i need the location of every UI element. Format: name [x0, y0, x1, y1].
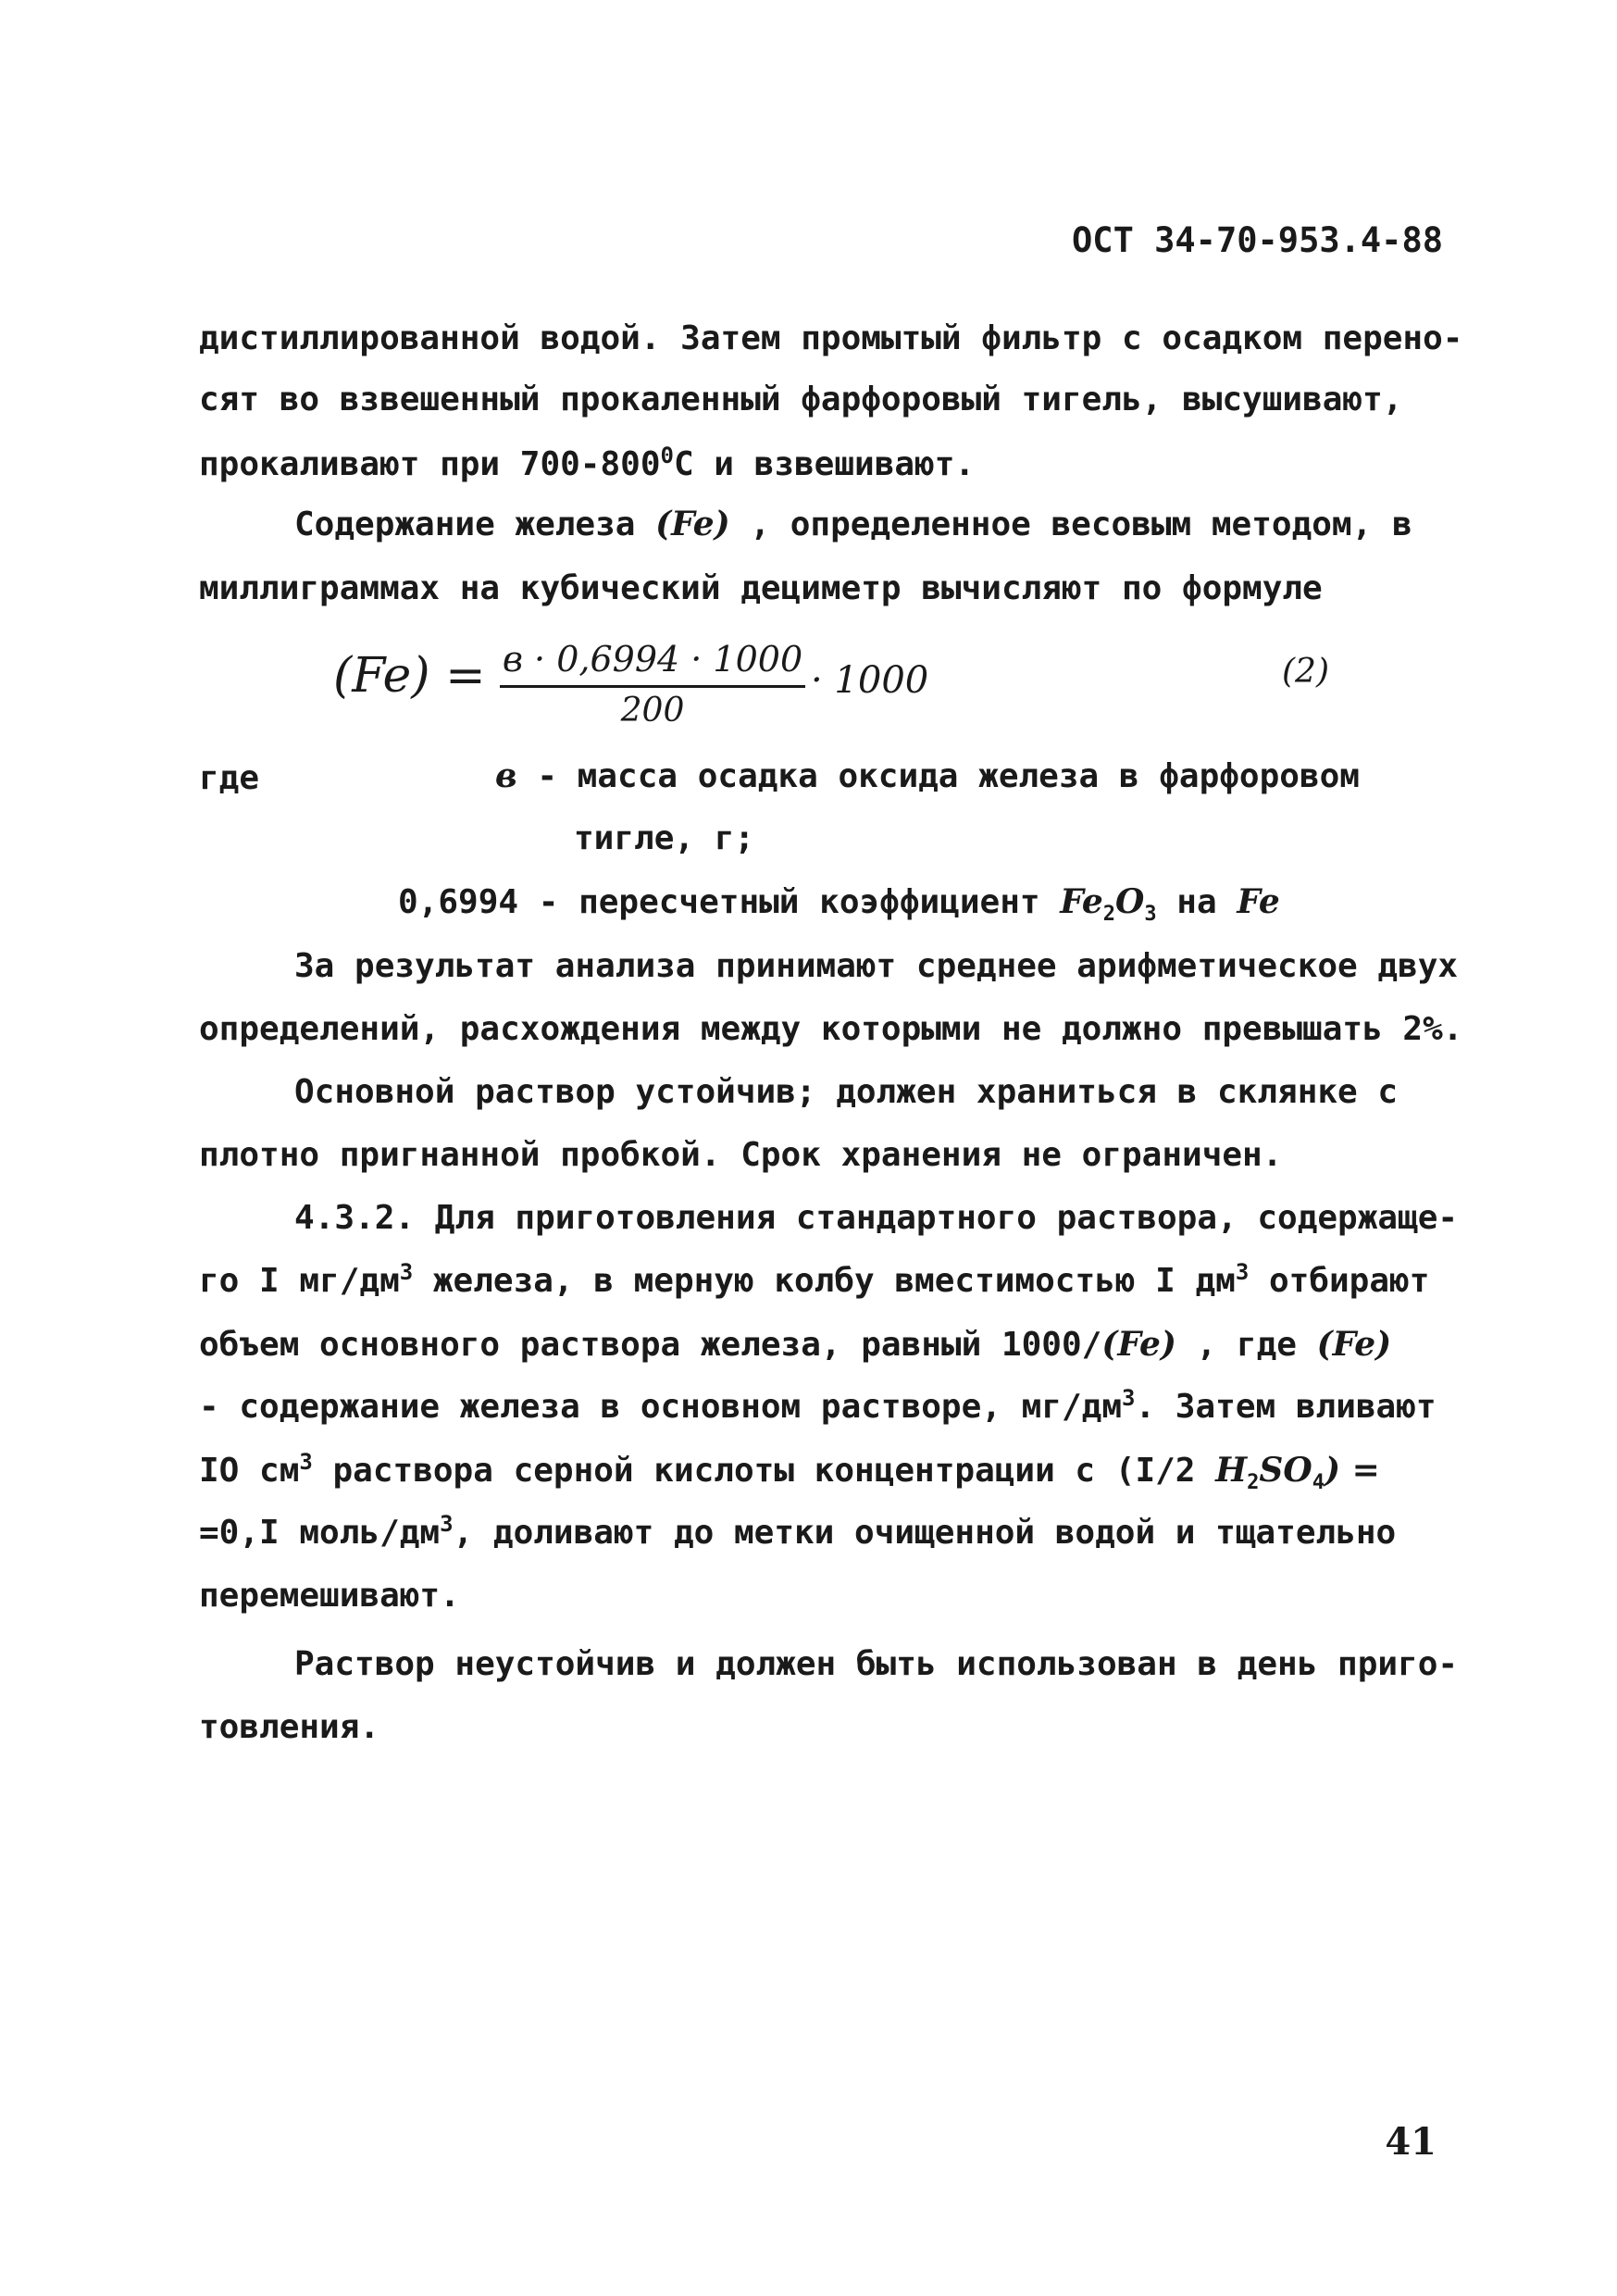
h-symbol: H	[1215, 1451, 1248, 1490]
para5-l2-text: го I мг/дм	[199, 1262, 400, 1300]
para1-line1: дистиллированной водой. Затем промытый фильтр с осадком перено-	[199, 319, 1463, 357]
para1-line3	[199, 443, 1421, 483]
fraction-bar	[500, 685, 805, 688]
equation-number: (2)	[1282, 653, 1329, 691]
para4-line2: плотно пригнанной пробкой. Срок хранения не ограничен.	[199, 1136, 1283, 1174]
para5-line5	[199, 1449, 1421, 1495]
where-def2-text-mid: на	[1156, 883, 1238, 921]
fe-symbol: (Fe)	[655, 505, 730, 543]
para2-line1	[294, 507, 1516, 542]
para5-line2	[199, 1259, 1430, 1300]
para6-line1: Раствор неустойчив и должен быть использован в день приго-	[294, 1645, 1459, 1683]
so-symbol: SO	[1259, 1451, 1312, 1490]
fe-symbol: Fe	[1060, 882, 1103, 921]
para5-l2-text-mid: железа, в мерную колбу вместимостью I дм	[413, 1262, 1236, 1300]
superscript: 3	[299, 1449, 313, 1475]
superscript: 3	[1122, 1385, 1136, 1411]
where-def2-text: 0,6994 - пересчетный коэффициент	[398, 883, 1061, 921]
superscript: 3	[440, 1511, 454, 1537]
formula-multiplier: · 1000	[811, 659, 929, 702]
formula-denominator: 200	[620, 692, 685, 730]
superscript: 3	[1235, 1259, 1250, 1285]
para1-line2: сят во взвешенный прокаленный фарфоровый тигель, высушивают,	[199, 381, 1403, 418]
para5-l5-text: IO см	[199, 1452, 300, 1490]
subscript: 2	[1102, 903, 1115, 927]
where-def2	[398, 882, 1416, 927]
document-code: ОСТ 34-70-953.4-88	[1072, 220, 1443, 260]
formula-2	[333, 639, 1398, 741]
para5-line4	[199, 1385, 1437, 1426]
para5-l4-text: - содержание железа в основном растворе, мг/дм	[199, 1388, 1122, 1426]
para5-l6-text-end: , доливают до метки очищенной водой и тщательно	[453, 1514, 1397, 1552]
para2-text-end: , определенное весовым методом, в	[729, 505, 1412, 543]
para3-line1: За результат анализа принимают среднее арифметическое двух	[294, 947, 1459, 985]
para5-line6	[199, 1511, 1421, 1552]
where-label: где	[199, 759, 260, 797]
para5-l2-text-end: отбирают	[1249, 1262, 1430, 1300]
where-def1	[495, 756, 1421, 795]
para5-l5-text-mid: раствора серной кислоты концентрации с (I/2	[312, 1452, 1216, 1490]
page-number: 41	[1385, 2120, 1437, 2164]
para4-line1: Основной раствор устойчив; должен храниться в склянке с	[294, 1073, 1399, 1111]
para3-line2: определений, расхождения между которыми не должно превышать 2%.	[199, 1010, 1463, 1048]
subscript: 3	[1144, 903, 1157, 927]
para5-line3	[199, 1325, 1421, 1364]
para5-l3-text: объем основного раствора железа, равный 1000/	[199, 1326, 1102, 1364]
where-def1-text: - масса осадка оксида железа в фарфоровом	[516, 757, 1360, 795]
para2-line2: миллиграммах на кубический дециметр вычисляют по формуле	[199, 569, 1323, 607]
fe-symbol: (Fe)	[1101, 1325, 1176, 1364]
para5-l5-text-end: ) =	[1325, 1451, 1380, 1490]
para1-line3-text-end: С и взвешивают.	[673, 445, 976, 483]
where-def1-cont: тигле, г;	[574, 819, 755, 857]
para5-line7: перемешивают.	[199, 1577, 460, 1615]
para2-text: Содержание железа	[294, 505, 656, 543]
superscript: 3	[399, 1259, 414, 1285]
para5-l4-text-end: . Затем вливают	[1135, 1388, 1437, 1426]
fe-symbol: Fe	[1237, 882, 1280, 921]
subscript: 2	[1247, 1471, 1260, 1495]
variable-b: в	[495, 756, 517, 795]
para1-line3-text: прокаливают при 700-800	[199, 445, 661, 483]
fe-symbol: (Fe)	[1316, 1325, 1392, 1364]
para5-l3-text-mid: , где	[1175, 1326, 1317, 1364]
o-symbol: O	[1115, 882, 1145, 921]
degree-superscript: 0	[660, 443, 674, 468]
para6-line2: товления.	[199, 1708, 380, 1746]
subscript: 4	[1312, 1471, 1325, 1495]
formula-lhs: (Fe) =	[333, 648, 486, 704]
para5-line1: 4.3.2. Для приготовления стандартного раствора, содержаще-	[294, 1199, 1459, 1237]
para5-l6-text: =0,I моль/дм	[199, 1514, 441, 1552]
formula-numerator: в · 0,6994 · 1000	[502, 639, 803, 680]
